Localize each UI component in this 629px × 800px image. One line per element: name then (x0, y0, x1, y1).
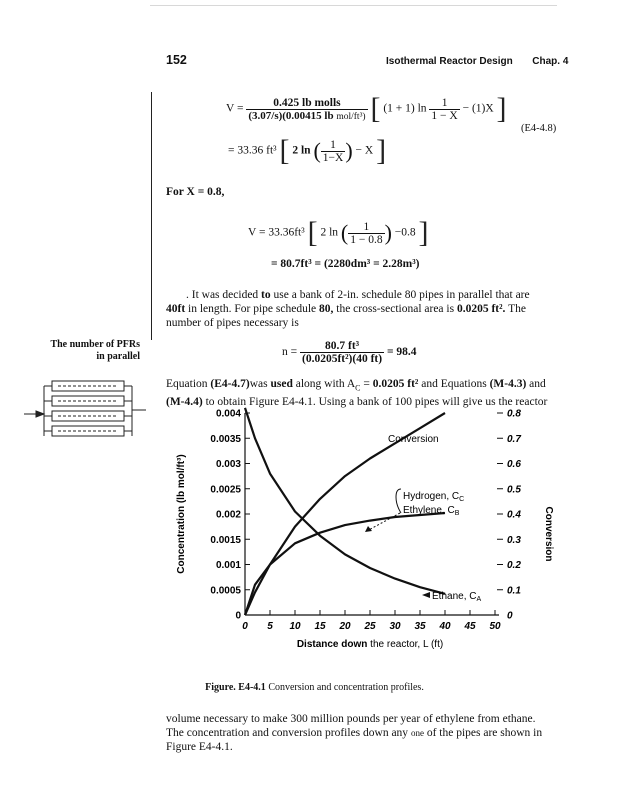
eq2-fden: 1 − 0.8 (350, 233, 383, 246)
x-tick-label: 35 (414, 621, 426, 632)
para2-a9: and Equations (418, 378, 490, 390)
margin-note (40, 339, 140, 363)
eq1-row2-rparen: ) (345, 138, 353, 163)
para2-a7: = (360, 378, 373, 390)
x-tick-label: 20 (339, 621, 351, 632)
eq1-term2: − (1)X (462, 102, 494, 115)
para3-line1: volume necessary to make 300 million pounds per year of ethylene from ethane. (166, 713, 536, 725)
y-axis-label-right: Conversion (543, 506, 554, 562)
eq3-result: = 98.4 (386, 346, 417, 359)
eq1-right-bracket: ] (496, 92, 507, 125)
left-tick-label: 0.002 (215, 509, 241, 521)
figure-caption (0, 682, 629, 693)
para3-line3: Figure E4-4.1. (166, 741, 233, 753)
eq2-fnum: 1 (348, 221, 384, 234)
annotation-ethylene-sub: B (454, 510, 460, 517)
right-tick-label: 0.4 (507, 509, 521, 521)
eq2-lhs: V = 33.36ft³ (248, 226, 305, 239)
x-axis-label-b: the (370, 639, 387, 650)
annotation-ethane-text: Ethane, C (432, 591, 477, 602)
para3-l2b: one (410, 728, 424, 738)
annotation-hydrogen (403, 491, 464, 503)
para2-b2: to obtain Figure (202, 396, 282, 409)
equation-volume-row1 (226, 94, 507, 124)
left-tick-label: 0.003 (215, 459, 241, 470)
para2-a4: used (270, 378, 293, 390)
plot-frame (245, 413, 499, 615)
para1-t2: to (261, 289, 271, 301)
eq3-lhs: n = (282, 346, 298, 359)
annotation-arrowhead-ethane (422, 592, 430, 598)
annotation-brace (396, 489, 401, 513)
eq1-left-bracket: [ (370, 92, 381, 125)
caption-label: Figure. E4-4.1 (205, 682, 266, 693)
x-axis-ticks (242, 610, 501, 632)
margin-note-line2: in parallel (96, 351, 140, 362)
eq1-inner-fraction (429, 97, 459, 122)
right-tick-label: 0.8 (507, 408, 521, 420)
for-x-line (166, 185, 224, 199)
x-axis-label-c: reactor, L (ft) (386, 639, 444, 650)
paragraph-pipes (166, 288, 558, 330)
eq3-fraction (300, 340, 384, 365)
para2-a5: along with A (292, 378, 356, 390)
eq1-row2-lparen: ( (313, 138, 321, 163)
ethylene-hydrogen-curve (245, 513, 445, 615)
right-axis-ticks (497, 409, 521, 622)
para2-b1: (M-4.4) (166, 396, 203, 409)
eq1-row2-lhs: = 33.36 ft³ (228, 144, 277, 157)
para2-a11: and (526, 378, 546, 390)
eq1-row2-left-bracket: [ (279, 134, 290, 167)
left-tick-label: 0.004 (215, 408, 241, 420)
pfr-schematic-lines (24, 381, 146, 436)
para1-t9: The (505, 303, 526, 315)
para3-l2a: The concentration and conversion profiles down any (166, 727, 411, 739)
x-tick-label: 30 (389, 621, 401, 632)
x-tick-label: 50 (489, 621, 501, 632)
eq1-den-a: (3.07/s)(0.00415 lb (248, 109, 337, 122)
equation-volume-row2 (228, 136, 386, 166)
eq1-row2-fraction (321, 139, 346, 164)
left-tick-label: 0 (235, 610, 241, 622)
top-rule (150, 5, 557, 6)
para1-t8: 0.0205 ft². (456, 303, 506, 315)
x-tick-label: 25 (364, 621, 376, 632)
left-tick-label: 0.001 (215, 560, 241, 571)
eq1-row2-fnum: 1 (321, 139, 346, 152)
eq1-lhs: V = (226, 102, 244, 115)
left-axis-ticks (210, 409, 250, 622)
right-tick-label: 0.7 (507, 433, 521, 445)
eq2-fraction (348, 221, 384, 246)
annotation-ethylene (403, 505, 460, 517)
para1-t5: in length. For pipe schedule (185, 303, 319, 315)
running-head (386, 56, 568, 67)
running-head-title: Isothermal Reactor Design (386, 56, 513, 67)
para2-line1 (166, 377, 561, 395)
equation-volume-evaluated (248, 218, 429, 248)
x-tick-label: 10 (289, 621, 301, 632)
equation-volume-result: = 80.7ft³ = (2280dm³ = 2.28m³) (271, 258, 420, 270)
para1-t3: use a bank of 2-in. schedule 80 pipes in parallel that are (270, 289, 530, 301)
para1-line3: number of pipes necessary is (166, 317, 299, 329)
y-axis-label-left: Concentration (lb mol/ft³) (176, 454, 187, 574)
x-axis-label (297, 639, 443, 650)
eq1-denominator (246, 110, 367, 122)
para2-a1: Equation (166, 378, 211, 390)
right-tick-label: 0.5 (507, 484, 521, 496)
left-tick-label: 0.0035 (210, 433, 241, 445)
annotation-ethane (432, 591, 481, 603)
parallel-pfr-schematic (22, 374, 148, 444)
eq1-den-b: mol/ft³) (336, 111, 366, 122)
para3-line2 (166, 726, 561, 740)
para2-a3: was (249, 378, 271, 390)
eq1-term1: (1 + 1) ln (383, 102, 427, 115)
chapter-label: Chap. 4 (532, 56, 569, 67)
equation-tag: (E4-4.8) (521, 123, 557, 134)
annotation-ethane-sub: A (476, 596, 482, 603)
para3-l2c: of the pipes are shown in (423, 727, 543, 739)
eq1-row2-fden: 1−X (322, 151, 344, 164)
para2-a6: C (355, 383, 361, 393)
margin-note-line1: The number of PFRs (50, 339, 140, 350)
right-tick-label: 0 (507, 610, 513, 622)
para2-b6: pipes will give us the reactor (411, 396, 548, 409)
paragraph-volume (166, 712, 561, 754)
eq1-row2-tail: − X (355, 144, 374, 157)
para2-a10: (M-4.3) (489, 378, 527, 390)
eq1-row2-right-bracket: ] (376, 134, 387, 167)
eq2-left-bracket: [ (307, 216, 318, 249)
left-tick-label: 0.0005 (210, 585, 241, 597)
eq1-fraction (246, 97, 367, 122)
eq2-tail: −0.8 (394, 226, 416, 239)
eq2-rparen: ) (384, 220, 392, 245)
right-tick-label: 0.1 (507, 585, 521, 597)
eq2-right-bracket: ] (418, 216, 429, 249)
eq2-ln: 2 ln (320, 226, 339, 239)
eq2-lparen: ( (340, 220, 349, 245)
eq1-inner-den: 1 − X (431, 109, 458, 122)
margin-rule (151, 92, 152, 340)
para1-t1: . It was decided (186, 289, 262, 301)
para1-t7: the cross-sectional area is (333, 303, 457, 315)
para1-line2 (166, 302, 558, 316)
right-tick-label: 0.6 (507, 459, 521, 470)
annotation-hydrogen-text: Hydrogen, C (403, 491, 460, 502)
eq1-inner-num: 1 (429, 97, 459, 110)
para2-b4: Using a bank of (315, 396, 395, 409)
x-tick-label: 40 (439, 621, 451, 632)
para2-b5: 100 (394, 396, 412, 409)
annotation-conversion: Conversion (388, 434, 439, 445)
x-tick-label: 0 (242, 621, 248, 632)
eq3-denominator: (0.0205ft²)(40 ft) (302, 353, 383, 365)
caption-text: Conversion and concentration profiles. (268, 682, 424, 693)
eq1-numerator: 0.425 lb molls (246, 97, 367, 110)
inlet-arrow (36, 411, 44, 417)
eq3-numerator: 80.7 ft³ (300, 340, 384, 353)
x-tick-label: 5 (267, 621, 273, 632)
left-tick-label: 0.0015 (210, 534, 241, 546)
for-x-text: For X = 0.8, (166, 186, 225, 198)
para1-t4: 40ft (166, 303, 186, 315)
right-tick-label: 0.3 (507, 534, 521, 546)
right-tick-label: 0.2 (507, 560, 521, 571)
page-number: 152 (166, 53, 187, 67)
para1-t6: 80, (319, 303, 334, 315)
annotation-hydrogen-sub: C (459, 496, 465, 503)
equation-number-of-pipes (282, 340, 417, 365)
para2-a2: (E4-4.7) (210, 378, 250, 390)
para2-a8: 0.0205 ft² (372, 378, 419, 390)
annotation-ethylene-text: Ethylene, C (403, 505, 455, 516)
para2-b3: E4-4.1. (281, 396, 316, 409)
para1-line1 (166, 288, 558, 302)
left-tick-label: 0.0025 (210, 484, 241, 496)
x-tick-label: 45 (464, 621, 476, 632)
eq1-row2-ln: 2 ln (292, 144, 311, 157)
x-axis-label-a: Distance down (296, 639, 371, 650)
conversion-concentration-chart (160, 405, 560, 665)
x-tick-label: 15 (314, 621, 326, 632)
